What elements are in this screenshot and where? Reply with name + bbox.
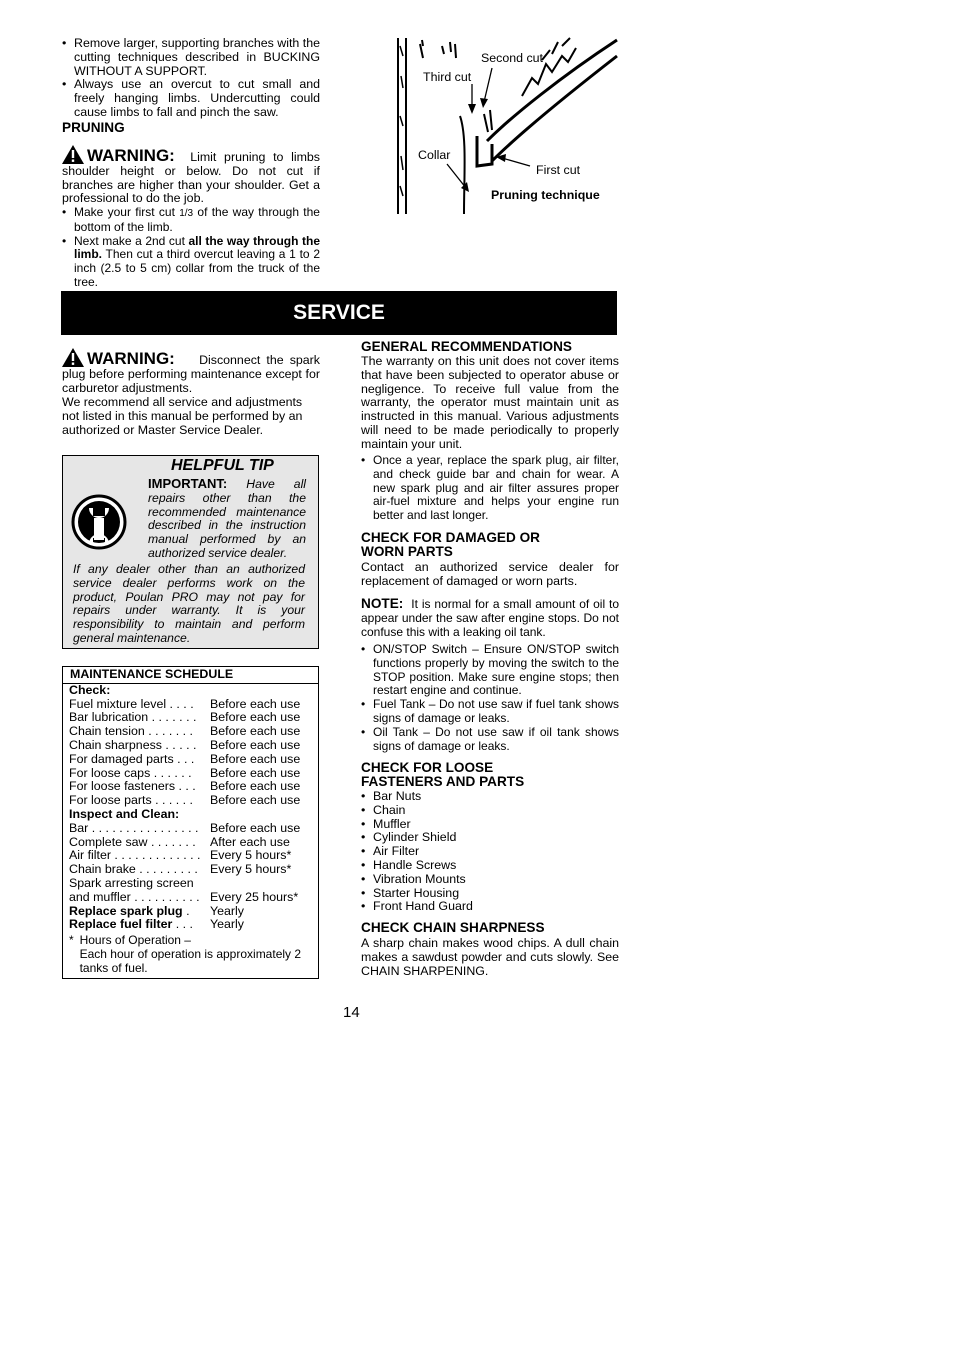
table-row (63, 753, 318, 767)
damaged-text: Contact an authorized service dealer for replacement of damaged or worn parts. (361, 560, 619, 588)
warning-triangle-icon (62, 145, 84, 164)
schedule-item: Replace spark plug . (69, 904, 190, 918)
schedule-item: Bar . . . . . . . . . . . . . . . . (69, 821, 199, 835)
schedule-interval: Before each use (210, 724, 301, 739)
table-row (63, 918, 318, 932)
page-number: 14 (343, 1004, 360, 1021)
spark-line-1: Spark arresting screen (69, 875, 194, 890)
schedule-item: Replace fuel filter . . . (69, 918, 193, 932)
table-row (63, 794, 318, 808)
schedule-item: Complete saw . . . . . . . (69, 835, 196, 849)
general-bullets (361, 454, 619, 523)
tip-important: IMPORTANT: Have all repairs other than the recommended maintenance described in the instruction manual performed by an authorized service dealer. (148, 476, 306, 560)
helpful-tip-box (62, 455, 319, 649)
figure-caption: Pruning technique (491, 188, 600, 202)
replace-rows (63, 905, 318, 933)
damaged-bullets (361, 643, 619, 753)
table-row (63, 822, 318, 836)
list-item: • Front Hand Guard (361, 900, 619, 914)
schedule-interval: Before each use (210, 696, 301, 711)
pruning-steps (62, 206, 320, 290)
table-row (63, 698, 318, 712)
list-item: • Air Filter (361, 845, 619, 859)
schedule-interval: Before each use (210, 820, 301, 835)
warning-text: Limit pruning to limbs shoulder height or below. Do not cut if branches are higher than your shoulder. Get a professional to do the job. (62, 150, 320, 206)
list-item: • Vibration Mounts (361, 873, 619, 887)
tip-paragraph: If any dealer other than an authorized service dealer performs work on the product, Poulan PRO may not pay for repairs under warranty. It is your responsibility to maintain and perform general maintenance. (73, 562, 305, 645)
service-warning (62, 348, 320, 395)
section-banner: SERVICE (61, 291, 617, 335)
table-row (63, 863, 318, 877)
list-item: • Cylinder Shield (361, 831, 619, 845)
inspect-label: Inspect and Clean: (69, 806, 180, 821)
table-row (63, 836, 318, 850)
schedule-item: For loose fasteners . . . (69, 780, 196, 794)
sharpness-heading: CHECK CHAIN SHARPNESS (361, 920, 545, 935)
general-text: The warranty on this unit does not cover items that have been subjected to operator abuse or negligence. To receive full value from the warranty, the operator must maintain unit as instructed in this manual. Various adjustments will need to be made periodically to properly maintain your unit. (361, 354, 619, 451)
schedule-item: For loose caps . . . . . . (69, 766, 192, 780)
sharpness-text: A sharp chain makes wood chips. A dull chain makes a sawdust powder and cuts slowly. See CHAIN SHARPENING. (361, 936, 619, 978)
warning-text: Disconnect the spark plug before performing maintenance except for carburetor adjustments. (62, 353, 320, 395)
schedule-item: Bar lubrication . . . . . . . (69, 711, 197, 725)
schedule-interval: Before each use (210, 765, 301, 780)
inspect-rows (63, 822, 318, 877)
damaged-heading: CHECK FOR DAMAGED OR WORN PARTS (361, 530, 540, 559)
schedule-item: For damaged parts . . . (69, 752, 195, 766)
table-row (63, 725, 318, 739)
schedule-interval: Yearly (210, 917, 244, 932)
list-item: • Make your first cut 1/3 of the way through the bottom of the limb. (62, 206, 320, 235)
list-item: • Muffler (361, 818, 619, 832)
pruning-heading: PRUNING (62, 120, 125, 135)
table-row: and muffler . . . . . . . . . . Every 25 hours* (69, 889, 299, 904)
table-row (63, 767, 318, 781)
table-row (63, 711, 318, 725)
schedule-interval: After each use (210, 834, 290, 849)
table-row (63, 905, 318, 919)
schedule-item: Air filter . . . . . . . . . . . . . (69, 849, 201, 863)
check-rows (63, 698, 318, 808)
schedule-interval: Before each use (210, 751, 301, 766)
check-label: Check: (69, 682, 111, 697)
schedule-interval: Every 5 hours* (210, 862, 292, 877)
warning-label: WARNING: (62, 146, 175, 165)
schedule-interval: Before each use (210, 710, 301, 725)
list-item: • Next make a 2nd cut all the way through the limb. Then cut a third overcut leaving a 1 to 2 inch (2.5 to 5 cm) collar from the truck of the tree. (62, 235, 320, 290)
warning-label: WARNING: (62, 349, 175, 368)
schedule-interval: Before each use (210, 779, 301, 794)
first-cut-label: First cut (536, 163, 581, 177)
second-cut-label: Second cut (481, 51, 543, 65)
footnote: * Hours of Operation – Each hour of operation is approximately 2 tanks of fuel. (69, 933, 302, 975)
loose-heading: CHECK FOR LOOSE FASTENERS AND PARTS (361, 760, 525, 789)
list-item: • Remove larger, supporting branches with the cutting techniques described in BUCKING WITHOUT A SUPPORT. (62, 37, 320, 78)
table-row (63, 739, 318, 753)
schedule-item: Chain tension . . . . . . . (69, 725, 193, 739)
schedule-item: For loose parts . . . . . . (69, 794, 193, 808)
schedule-interval: Yearly (210, 903, 244, 918)
schedule-interval: Before each use (210, 793, 301, 808)
schedule-item: Fuel mixture level . . . . (69, 697, 194, 711)
list-item: • Fuel Tank – Do not use saw if fuel tank shows signs of damage or leaks. (361, 698, 619, 726)
tip-title: HELPFUL TIP (171, 457, 274, 474)
schedule-item: Chain sharpness . . . . . (69, 738, 197, 752)
collar-label: Collar (418, 148, 451, 162)
list-item: • Once a year, replace the spark plug, air filter, and check guide bar and chain for wear. A new spark plug and air filter assures proper air-fuel mixture and helps your engine run better and last longer. (361, 454, 619, 523)
pruning-warning (62, 145, 320, 206)
general-heading: GENERAL RECOMMENDATIONS (361, 339, 572, 354)
list-item: • Oil Tank – Do not use saw if oil tank shows signs of damage or leaks. (361, 726, 619, 754)
list-item: • Bar Nuts (361, 790, 619, 804)
list-item: • Always use an overcut to cut small and freely hanging limbs. Undercutting could cause limbs to fall and pinch the saw. (62, 78, 320, 119)
wrench-icon (71, 486, 127, 558)
third-cut-label: Third cut (423, 70, 472, 84)
list-item: • Chain (361, 804, 619, 818)
table-row (63, 849, 318, 863)
schedule-item: Chain brake . . . . . . . . . (69, 863, 198, 877)
intro-bullets (62, 37, 320, 120)
maintenance-schedule (62, 666, 319, 979)
schedule-interval: Before each use (210, 737, 301, 752)
list-item: • Handle Screws (361, 859, 619, 873)
loose-bullets (361, 790, 619, 914)
warning-triangle-icon (62, 348, 84, 367)
list-item: • ON/STOP Switch – Ensure ON/STOP switch functions properly by moving the switch to the STOP position. Make sure engine stops; then restart engine and continue. (361, 643, 619, 698)
table-row (63, 780, 318, 794)
pruning-figure (392, 36, 622, 216)
schedule-interval: Every 5 hours* (210, 848, 292, 863)
schedule-title: MAINTENANCE SCHEDULE (63, 667, 318, 684)
service-recommendation: We recommend all service and adjustments not listed in this manual be performed by an authorized or Master Service Dealer. (62, 395, 303, 437)
list-item: • Starter Housing (361, 887, 619, 901)
note: NOTE: It is normal for a small amount of oil to appear under the saw after engine stops. Do not confuse this with a leaking oil tank. (361, 596, 620, 639)
